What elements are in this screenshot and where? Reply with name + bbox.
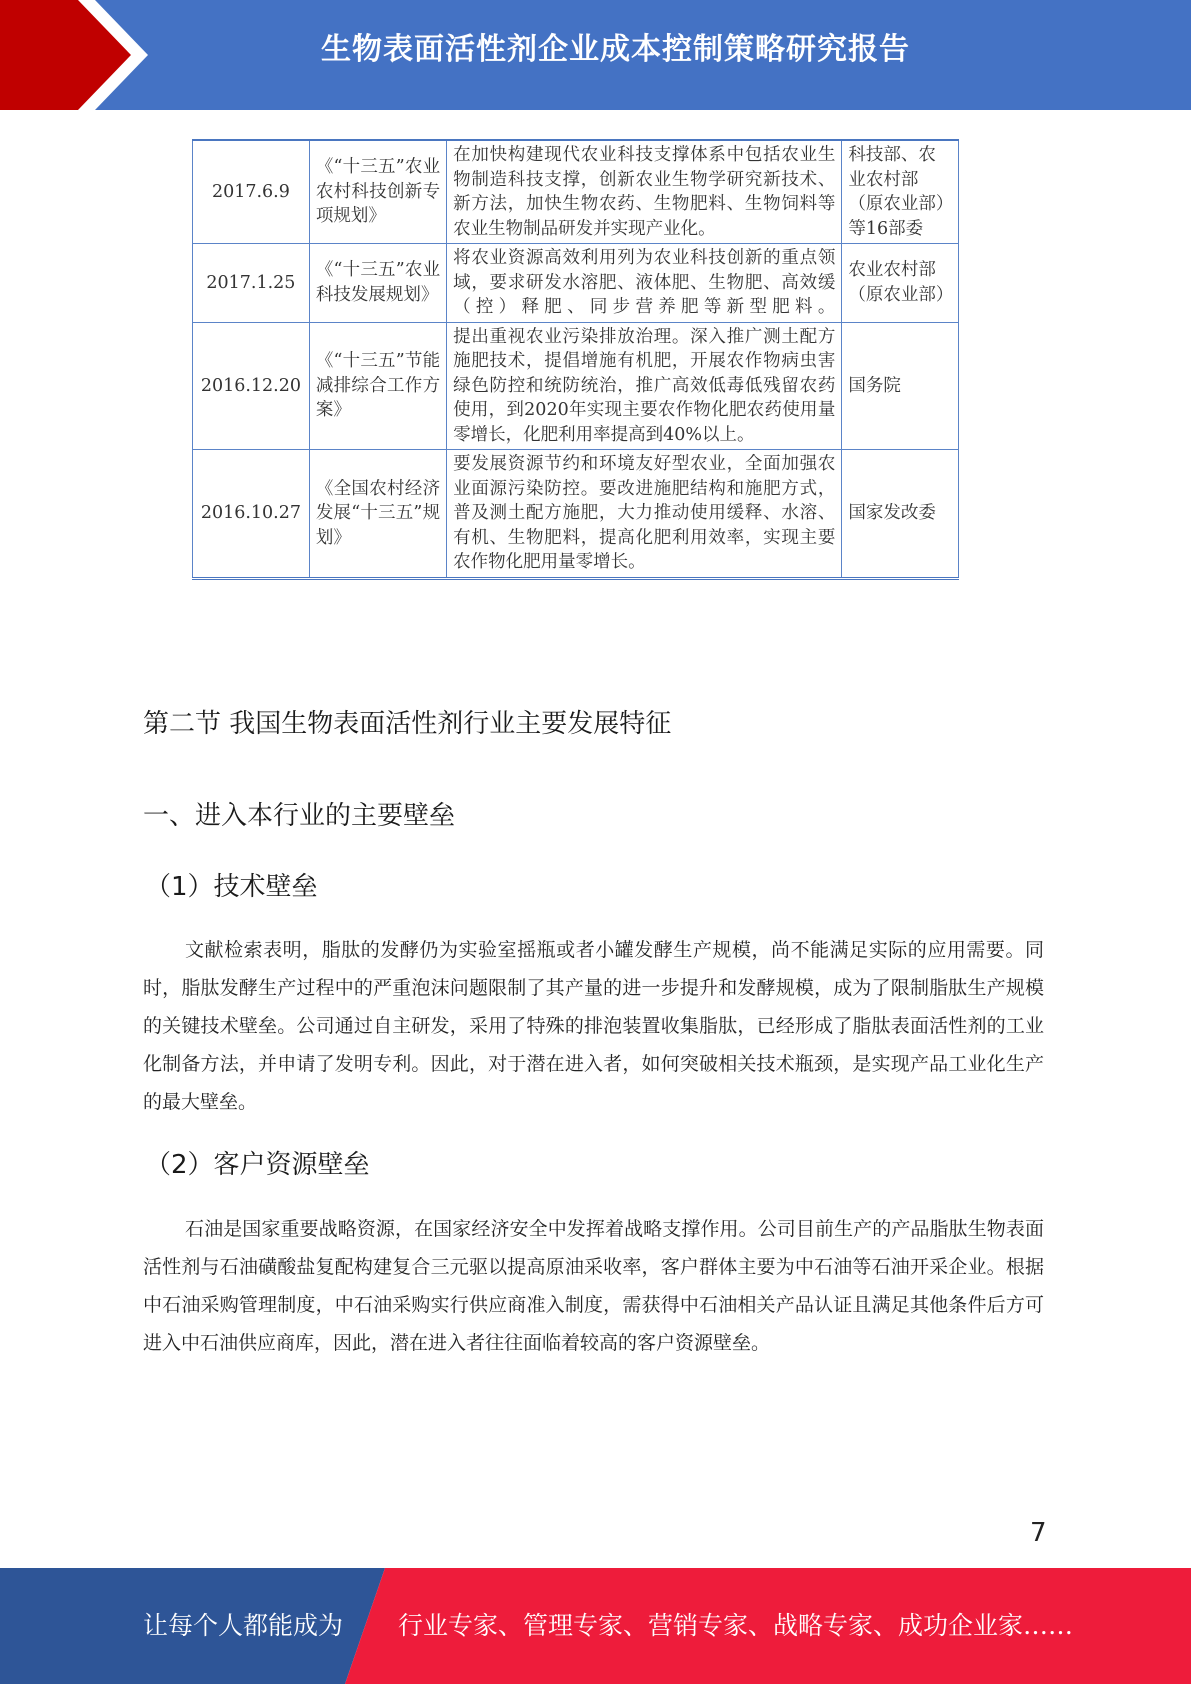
policy-date: 2017.1.25 — [193, 244, 310, 323]
table-row — [193, 244, 959, 323]
tech-barrier-heading: （1）技术壁垒 — [145, 872, 318, 902]
subsection-title: 一、进入本行业的主要壁垒 — [143, 801, 456, 831]
policy-name: 《“十三五”农业科技发展规划》 — [309, 244, 446, 323]
policy-name: 《“十三五”农业农村科技创新专项规划》 — [309, 140, 446, 244]
footer-slogan-left: 让每个人都能成为 — [143, 1611, 344, 1640]
page-header — [0, 0, 1191, 110]
page-number: 7 — [1030, 1518, 1047, 1548]
policy-date: 2016.10.27 — [193, 450, 310, 579]
policy-issuer: 农业农村部（原农业部） — [842, 244, 959, 323]
table-row — [193, 140, 959, 244]
policy-issuer: 科技部、农业农村部（原农业部）等16部委 — [842, 140, 959, 244]
policy-table — [192, 139, 959, 580]
policy-name: 《全国农村经济发展“十三五”规划》 — [309, 450, 446, 579]
policy-name: 《“十三五”节能减排综合工作方案》 — [309, 322, 446, 450]
report-title: 生物表面活性剂企业成本控制策略研究报告 — [321, 32, 910, 67]
table-row — [193, 322, 959, 450]
policy-content: 在加快构建现代农业科技支撑体系中包括农业生物制造科技支撑，创新农业生物学研究新技术、新方法，加快生物农药、生物肥料、生物饲料等农业生物制品研发并实现产业化。 — [447, 140, 842, 244]
policy-date: 2017.6.9 — [193, 140, 310, 244]
policy-issuer: 国务院 — [842, 322, 959, 450]
page-footer — [0, 1568, 1191, 1684]
customer-barrier-heading: （2）客户资源壁垒 — [145, 1150, 370, 1180]
policy-content: 提出重视农业污染排放治理。深入推广测土配方施肥技术，提倡增施有机肥，开展农作物病虫害绿色防控和统防统治，推广高效低毒低残留农药使用，到2020年实现主要农作物化肥农药使用量零增长，化肥利用率提高到40%以上。 — [447, 322, 842, 450]
table-row — [193, 450, 959, 579]
customer-barrier-paragraph: 石油是国家重要战略资源，在国家经济安全中发挥着战略支撑作用。公司目前生产的产品脂肽生物表面活性剂与石油磺酸盐复配构建复合三元驱以提高原油采收率，客户群体主要为中石油等石油开采企业。根据中石油采购管理制度，中石油采购实行供应商准入制度，需获得中石油相关产品认证且满足其他条件后方可进入中石油供应商库，因此，潜在进入者往往面临着较高的客户资源壁垒。 — [143, 1218, 1044, 1354]
policy-issuer: 国家发改委 — [842, 450, 959, 579]
policy-date: 2016.12.20 — [193, 322, 310, 450]
tech-barrier-paragraph: 文献检索表明，脂肽的发酵仍为实验室摇瓶或者小罐发酵生产规模，尚不能满足实际的应用需要。同时，脂肽发酵生产过程中的严重泡沫问题限制了其产量的进一步提升和发酵规模，成为了限制脂肽生产规模的关键技术壁垒。公司通过自主研发，采用了特殊的排泡装置收集脂肽，已经形成了脂肽表面活性剂的工业化制备方法，并申请了发明专利。因此，对于潜在进入者，如何突破相关技术瓶颈，是实现产品工业化生产的最大壁垒。 — [143, 939, 1044, 1113]
footer-slogan-right: 行业专家、管理专家、营销专家、战略专家、成功企业家…… — [398, 1611, 1074, 1640]
policy-content: 要发展资源节约和环境友好型农业，全面加强农业面源污染防控。要改进施肥结构和施肥方式，普及测土配方施肥，大力推动使用缓释、水溶、有机、生物肥料，提高化肥利用效率，实现主要农作物化肥用量零增长。 — [447, 450, 842, 579]
policy-content: 将农业资源高效利用列为农业科技创新的重点领域，要求研发水溶肥、液体肥、生物肥、高效缓（控）释肥、同步营养肥等新型肥料。 — [447, 244, 842, 323]
section-title: 第二节 我国生物表面活性剂行业主要发展特征 — [143, 709, 672, 739]
